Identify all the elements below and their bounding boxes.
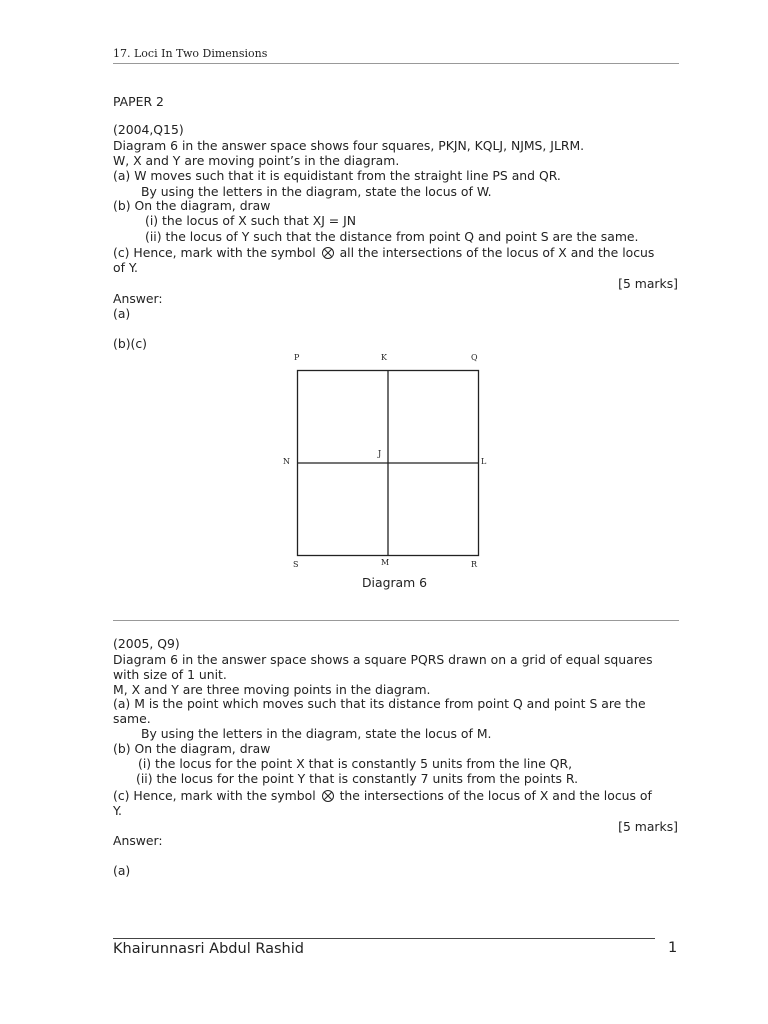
page-number: 1: [668, 940, 678, 956]
question-line: with size of 1 unit.: [113, 667, 227, 682]
section-divider: [113, 620, 679, 621]
question-text: all the intersections of the locus of X and the locus: [339, 245, 655, 260]
question-line: (ii) the locus for the point Y that is constantly 7 units from the points R.: [136, 771, 579, 786]
question-ref: (2004,Q15): [113, 122, 184, 137]
marks-label: [5 marks]: [618, 276, 678, 291]
part-a-label: (a): [113, 863, 131, 878]
question-line: [113, 788, 652, 803]
label-l: L: [481, 457, 487, 466]
question-line: (i) the locus of X such that XJ = JN: [145, 213, 357, 228]
label-m: M: [381, 558, 390, 567]
question-text: (c) Hence, mark with the symbol: [113, 788, 316, 803]
label-r: R: [471, 560, 478, 569]
footer-rule: [113, 938, 655, 939]
question-line: W, X and Y are moving point’s in the diagram.: [113, 153, 400, 168]
label-k: K: [381, 353, 387, 362]
label-s: S: [293, 560, 299, 569]
question-ref: (2005, Q9): [113, 636, 180, 651]
part-bc-label: (b)(c): [113, 336, 148, 351]
circled-times-icon: [322, 790, 334, 802]
question-line: By using the letters in the diagram, state the locus of M.: [141, 726, 492, 741]
marks-label: [5 marks]: [618, 819, 678, 834]
question-line: By using the letters in the diagram, state the locus of W.: [141, 184, 492, 199]
header-title: 17. Loci In Two Dimensions: [113, 47, 268, 60]
question-line: (b) On the diagram, draw: [113, 741, 271, 756]
question-text: (c) Hence, mark with the symbol: [113, 245, 316, 260]
question-line: Diagram 6 in the answer space shows a square PQRS drawn on a grid of equal squares: [113, 652, 653, 667]
label-n: N: [283, 457, 290, 466]
footer-author: Khairunnasri Abdul Rashid: [113, 941, 304, 957]
question-line: of Y.: [113, 260, 138, 275]
question-line: M, X and Y are three moving points in the diagram.: [113, 682, 431, 697]
question-line: (ii) the locus of Y such that the distance from point Q and point S are the same.: [145, 229, 639, 244]
question-line: (i) the locus for the point X that is constantly 5 units from the line QR,: [138, 756, 573, 771]
label-p: P: [294, 353, 300, 362]
label-q: Q: [471, 353, 478, 362]
question-text: the intersections of the locus of X and the locus of: [339, 788, 652, 803]
question-line: (a) M is the point which moves such that its distance from point Q and point S are the: [113, 696, 646, 711]
part-a-label: (a): [113, 306, 131, 321]
label-j: J: [378, 449, 382, 458]
question-line: Diagram 6 in the answer space shows four squares, PKJN, KQLJ, NJMS, JLRM.: [113, 138, 585, 153]
answer-label: Answer:: [113, 833, 163, 848]
question-line: (b) On the diagram, draw: [113, 198, 271, 213]
question-line: Y.: [113, 803, 122, 818]
question-line: same.: [113, 711, 151, 726]
answer-label: Answer:: [113, 291, 163, 306]
question-line: (a) W moves such that it is equidistant from the straight line PS and QR.: [113, 168, 561, 183]
paper-title: PAPER 2: [113, 94, 164, 109]
diagram-caption: Diagram 6: [362, 575, 428, 590]
